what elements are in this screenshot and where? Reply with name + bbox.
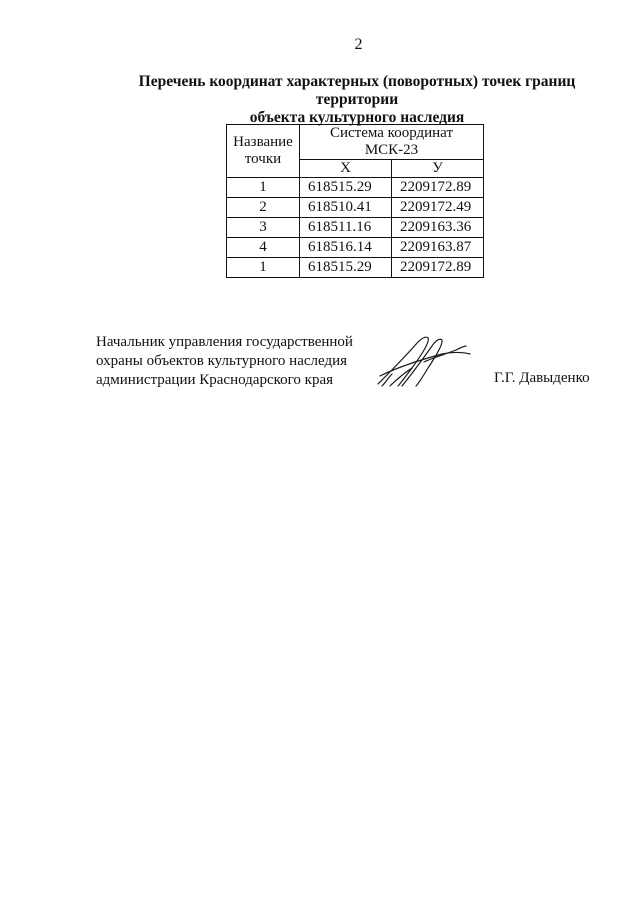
header-point-name: [227, 125, 300, 178]
header-system-line-2: МСК-23: [364, 142, 419, 158]
document-title-line-2: объекта культурного наследия: [249, 109, 465, 126]
header-system-line-1: Система координат: [329, 125, 454, 141]
cell-y: 2209172.89: [392, 258, 484, 278]
signatory-position: [96, 333, 353, 390]
page-number: 2: [354, 36, 363, 53]
header-point-name-line-2: точки: [244, 151, 282, 167]
cell-x: 618511.16: [300, 218, 392, 238]
signatory-position-line-1: Начальник управления государственной: [96, 334, 353, 350]
cell-x: 618515.29: [300, 258, 392, 278]
document-title-line-1: Перечень координат характерных (поворотных) точек границ территории: [138, 73, 576, 108]
cell-y: 2209163.36: [392, 218, 484, 238]
cell-x: 618510.41: [300, 198, 392, 218]
document-title: [96, 73, 618, 127]
header-coordinate-system: [300, 125, 484, 160]
cell-y: 2209172.49: [392, 198, 484, 218]
table-row: [227, 258, 484, 278]
cell-point: 1: [227, 258, 300, 278]
signer-name: Г.Г. Давыденко: [494, 370, 590, 386]
cell-x: 618516.14: [300, 238, 392, 258]
header-point-name-line-1: Название: [233, 134, 293, 150]
table-row: [227, 178, 484, 198]
signatory-position-line-2: охраны объектов культурного наследия: [96, 353, 348, 369]
table-row: [227, 238, 484, 258]
signatory-position-line-3: администрации Краснодарского края: [96, 372, 334, 388]
handwritten-signature: [372, 328, 476, 392]
cell-y: 2209172.89: [392, 178, 484, 198]
cell-point: 3: [227, 218, 300, 238]
cell-x: 618515.29: [300, 178, 392, 198]
cell-y: 2209163.87: [392, 238, 484, 258]
cell-point: 4: [227, 238, 300, 258]
coordinates-table: [226, 124, 484, 278]
header-y: У: [392, 160, 484, 178]
table-row: [227, 198, 484, 218]
cell-point: 1: [227, 178, 300, 198]
table-row: [227, 218, 484, 238]
header-x: X: [300, 160, 392, 178]
cell-point: 2: [227, 198, 300, 218]
